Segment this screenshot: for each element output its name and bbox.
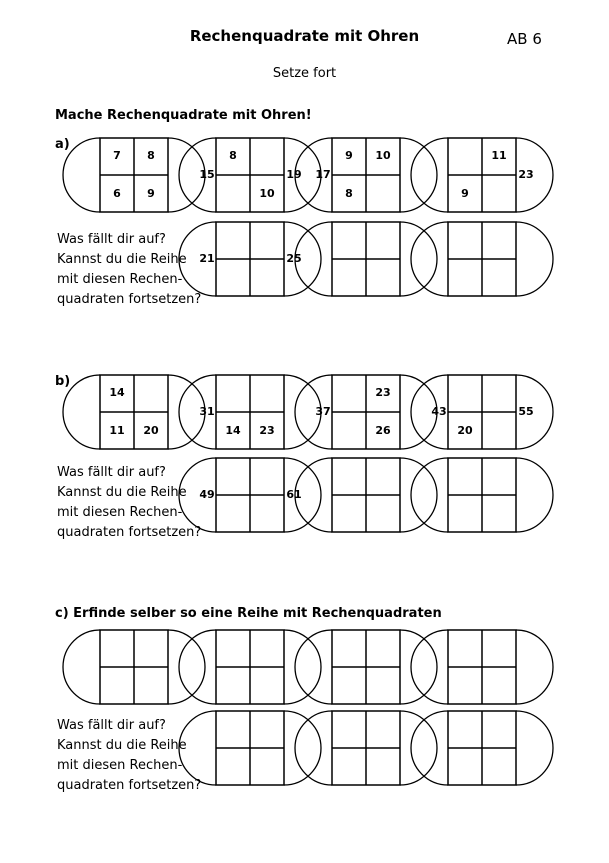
- square-2-r2-2: [411, 711, 553, 785]
- right-ear-value: 55: [518, 405, 534, 418]
- square-0-r1-3: [411, 138, 553, 212]
- left-ear: [295, 711, 332, 785]
- left-ear-value: 17: [315, 168, 331, 181]
- question-line: Was fällt dir auf?: [57, 465, 166, 480]
- sheet-id: AB 6: [507, 30, 542, 48]
- question-line: quadraten fortsetzen?: [57, 525, 202, 540]
- question-line: Was fällt dir auf?: [57, 718, 166, 733]
- left-ear: [411, 458, 448, 532]
- square-0-r1-0: [63, 138, 205, 212]
- cell-bottom-left-value: 20: [457, 424, 473, 437]
- right-ear-value: 25: [286, 252, 302, 265]
- right-ear: [284, 630, 321, 704]
- section-label-c: c) Erfinde selber so eine Reihe mit Rechenquadraten: [55, 606, 442, 621]
- right-ear-value: 23: [518, 168, 534, 181]
- square-0-r2-0: [179, 222, 321, 296]
- right-ear-value: 61: [286, 488, 302, 501]
- cell-top-left-value: 9: [345, 149, 353, 162]
- cell-bottom-left-value: 6: [113, 187, 121, 200]
- worksheet-title: Rechenquadrate mit Ohren: [189, 27, 420, 45]
- left-ear-value: 49: [199, 488, 215, 501]
- right-ear: [168, 630, 205, 704]
- cell-bottom-right-value: 26: [375, 424, 391, 437]
- square-2-r2-0: [179, 711, 321, 785]
- question-line: quadraten fortsetzen?: [57, 778, 202, 793]
- cell-top-left-value: 7: [113, 149, 121, 162]
- square-2-r1-1: [179, 630, 321, 704]
- square-0-r2-2: [411, 222, 553, 296]
- left-ear: [295, 630, 332, 704]
- right-ear: [516, 711, 553, 785]
- square-0-r2-1: [295, 222, 437, 296]
- question-line: Kannst du die Reihe: [57, 485, 187, 500]
- square-1-r1-2: [295, 375, 437, 449]
- square-1-r2-0: [179, 458, 321, 532]
- left-ear: [179, 711, 216, 785]
- left-ear-value: 31: [199, 405, 215, 418]
- left-ear: [63, 630, 100, 704]
- square-2-r1-0: [63, 630, 205, 704]
- square-0-r1-2: [295, 138, 437, 212]
- right-ear: [284, 711, 321, 785]
- cell-bottom-right-value: 9: [147, 187, 155, 200]
- cell-top-right-value: 8: [147, 149, 155, 162]
- question-line: quadraten fortsetzen?: [57, 292, 202, 307]
- section-label-b: b): [55, 374, 71, 389]
- square-1-r1-3: [411, 375, 553, 449]
- left-ear-value: 37: [315, 405, 331, 418]
- right-ear: [400, 711, 437, 785]
- square-1-r1-0: [63, 375, 205, 449]
- left-ear-value: 15: [199, 168, 215, 181]
- left-ear: [63, 138, 100, 212]
- left-ear: [411, 138, 448, 212]
- left-ear: [411, 630, 448, 704]
- left-ear-value: 21: [199, 252, 215, 265]
- cell-bottom-right-value: 20: [143, 424, 159, 437]
- square-2-r1-3: [411, 630, 553, 704]
- right-ear: [400, 222, 437, 296]
- worksheet-subtitle: Setze fort: [272, 66, 337, 81]
- question-line: Was fällt dir auf?: [57, 232, 166, 247]
- left-ear: [63, 375, 100, 449]
- right-ear: [516, 458, 553, 532]
- cell-bottom-left-value: 14: [225, 424, 241, 437]
- square-0-r1-1: [179, 138, 321, 212]
- square-2-r2-1: [295, 711, 437, 785]
- instruction-heading: Mache Rechenquadrate mit Ohren!: [55, 108, 312, 123]
- right-ear: [516, 630, 553, 704]
- left-ear: [411, 711, 448, 785]
- right-ear: [400, 138, 437, 212]
- cell-top-right-value: 23: [375, 386, 391, 399]
- right-ear: [516, 222, 553, 296]
- cell-top-left-value: 8: [229, 149, 237, 162]
- cell-bottom-right-value: 10: [259, 187, 275, 200]
- square-1-r2-1: [295, 458, 437, 532]
- cell-bottom-left-value: 11: [109, 424, 125, 437]
- cell-top-right-value: 11: [491, 149, 507, 162]
- question-line: mit diesen Rechen-: [57, 505, 183, 520]
- square-1-r2-2: [411, 458, 553, 532]
- square-2-r1-2: [295, 630, 437, 704]
- cell-top-left-value: 14: [109, 386, 125, 399]
- left-ear: [411, 222, 448, 296]
- cell-bottom-left-value: 8: [345, 187, 353, 200]
- section-label-a: a): [55, 137, 70, 152]
- left-ear: [179, 630, 216, 704]
- question-line: Kannst du die Reihe: [57, 252, 187, 267]
- square-1-r1-1: [179, 375, 321, 449]
- question-line: mit diesen Rechen-: [57, 272, 183, 287]
- right-ear: [400, 630, 437, 704]
- right-ear: [400, 458, 437, 532]
- right-ear-value: 19: [286, 168, 302, 181]
- left-ear-value: 43: [431, 405, 447, 418]
- cell-bottom-left-value: 9: [461, 187, 469, 200]
- question-line: Kannst du die Reihe: [57, 738, 187, 753]
- question-line: mit diesen Rechen-: [57, 758, 183, 773]
- cell-bottom-right-value: 23: [259, 424, 275, 437]
- cell-top-right-value: 10: [375, 149, 391, 162]
